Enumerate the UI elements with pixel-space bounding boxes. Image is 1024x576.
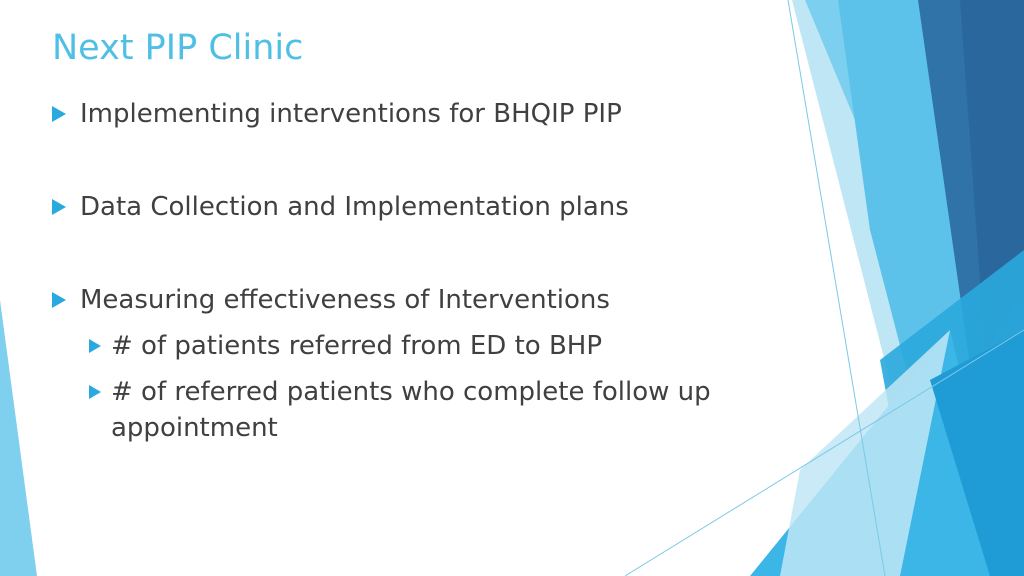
triangle-right-icon (52, 199, 66, 215)
slide-title: Next PIP Clinic (52, 28, 304, 68)
sub-bullet-item (52, 374, 772, 446)
bullet-text: Measuring effectiveness of Interventions (80, 285, 610, 315)
left-edge-shape (0, 300, 37, 576)
triangle-right-icon (52, 292, 66, 308)
sub-bullet-text: # of patients referred from ED to BHP (111, 331, 603, 361)
sub-bullet-text: # of referred patients who complete follow up appointment (111, 377, 711, 443)
bullet-text: Data Collection and Implementation plans (80, 192, 629, 222)
bullet-item (52, 282, 772, 318)
bullet-item (52, 96, 772, 132)
triangle-right-icon (89, 385, 101, 399)
bullet-item (52, 189, 772, 225)
triangle-right-icon (52, 106, 66, 122)
bullet-text: Implementing interventions for BHQIP PIP (80, 99, 622, 129)
bullet-list (52, 96, 772, 446)
triangle-right-icon (89, 339, 101, 353)
sub-bullet-item (52, 328, 772, 364)
